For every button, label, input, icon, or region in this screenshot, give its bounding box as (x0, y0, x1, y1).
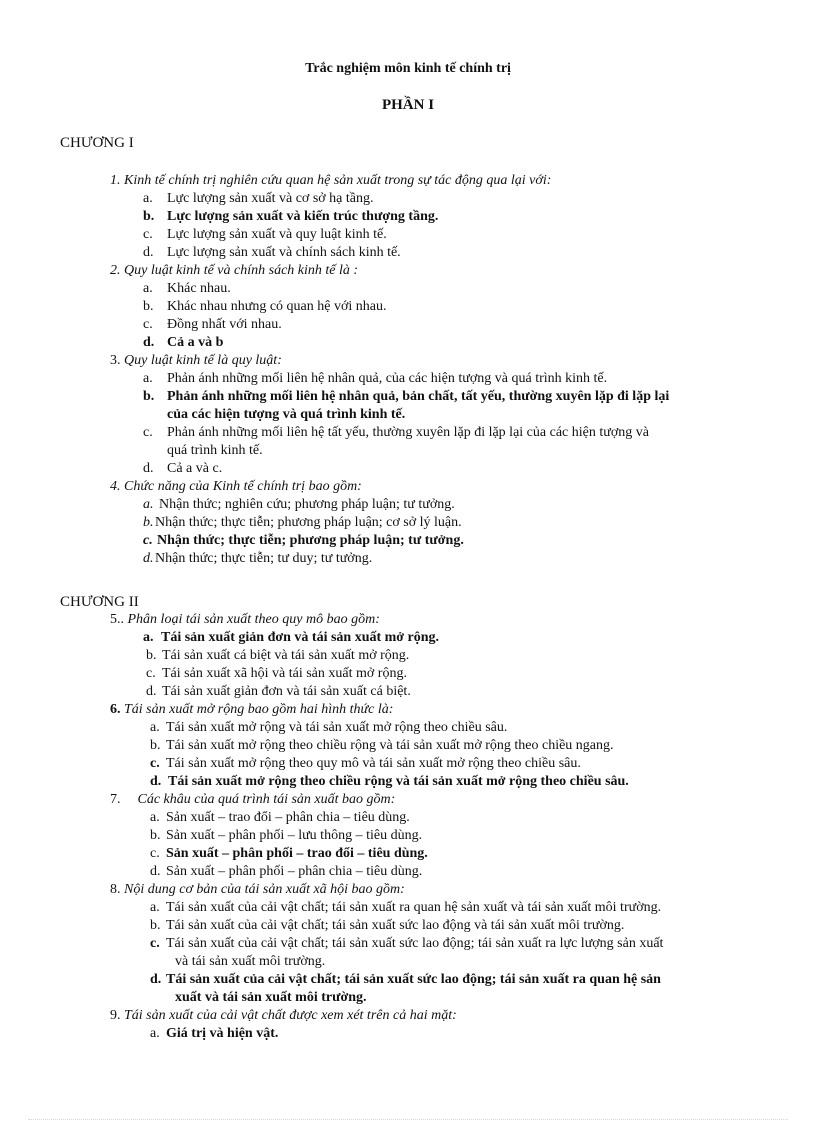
answer-option: b. Nhận thức; thực tiễn; phương pháp luận; cơ sở lý luận. (143, 515, 462, 530)
answer-option: c. Tái sản xuất mở rộng theo quy mô và tái sản xuất mở rộng theo chiều sâu. (150, 756, 581, 771)
answer-option-continuation: xuất và tái sản xuất môi trường. (175, 990, 367, 1005)
answer-option: b. Tái sản xuất của cải vật chất; tái sản xuất sức lao động và tái sản xuất môi trường. (150, 918, 625, 933)
answer-option-continuation: và tái sản xuất môi trường. (175, 954, 326, 969)
page-bottom-rule (28, 1119, 788, 1120)
question (110, 611, 816, 629)
answer-option-correct: a. Giá trị và hiện vật. (150, 1026, 279, 1041)
chapter-2-questions (0, 611, 816, 1043)
chapter-1-questions (0, 172, 816, 568)
question-number: 5.. (110, 612, 124, 627)
answer-option: d. Tái sản xuất giản đơn và tái sản xuất cá biệt. (146, 684, 411, 699)
answer-option-correct: d. Tái sản xuất của cải vật chất; tái sản xuất sức lao động; tái sản xuất ra quan hệ sản (150, 972, 661, 987)
answer-option: d. Lực lượng sản xuất và chính sách kinh tế. (143, 245, 401, 260)
answer-option: c. Phản ánh những mối liên hệ tất yếu, thường xuyên lặp đi lặp lại của các hiện tượng và (143, 425, 649, 440)
answer-option-correct: c. Sản xuất – phân phối – trao đổi – tiêu dùng. (150, 846, 428, 861)
question-text: Quy luật kinh tế là quy luật: (124, 353, 282, 368)
question (110, 881, 816, 899)
answer-option: a. Khác nhau. (143, 281, 231, 296)
question-number: 8. (110, 882, 121, 897)
answer-option: a. Lực lượng sản xuất và cơ sở hạ tầng. (143, 191, 374, 206)
question-text: Nội dung cơ bản của tái sản xuất xã hội bao gồm: (124, 882, 405, 897)
answer-option: d. Sản xuất – phân phối – phân chia – tiêu dùng. (150, 864, 423, 879)
answer-option-continuation: quá trình kinh tế. (167, 443, 263, 458)
question (110, 478, 816, 496)
chapter-heading: CHƯƠNG I (60, 135, 134, 151)
question (110, 791, 816, 809)
question-number: 6. (110, 702, 121, 717)
answer-option: a. Phản ánh những mối liên hệ nhân quả, của các hiện tượng và quá trình kinh tế. (143, 371, 608, 386)
question (110, 172, 816, 190)
question-number: 7. (110, 792, 121, 807)
question (110, 262, 816, 280)
question-text: Kinh tế chính trị nghiên cứu quan hệ sản xuất trong sự tác động qua lại với: (124, 173, 552, 188)
question-number: 2. (110, 263, 121, 278)
question (110, 1007, 816, 1025)
answer-option: a. Tái sản xuất mở rộng và tái sản xuất mở rộng theo chiều sâu. (150, 720, 508, 735)
answer-option: c. Tái sản xuất xã hội và tái sản xuất mở rộng. (146, 666, 407, 681)
answer-option: c. Lực lượng sản xuất và quy luật kinh tế. (143, 227, 387, 242)
answer-option: b. Khác nhau nhưng có quan hệ với nhau. (143, 299, 387, 314)
chapter-heading: CHƯƠNG II (60, 594, 139, 610)
question-text: Các khâu của quá trình tái sản xuất bao gồm: (137, 792, 396, 807)
question-text: Chức năng của Kinh tế chính trị bao gồm: (124, 479, 362, 494)
answer-option: a. Tái sản xuất của cải vật chất; tái sản xuất ra quan hệ sản xuất và tái sản xuất môi trường. (150, 900, 662, 915)
answer-option: b. Tái sản xuất cá biệt và tái sản xuất mở rộng. (146, 648, 410, 663)
answer-option: b. Sản xuất – phân phối – lưu thông – tiêu dùng. (150, 828, 423, 843)
question (110, 352, 816, 370)
question-text: Tái sản xuất của cải vật chất được xem xét trên cả hai mặt: (124, 1008, 457, 1023)
answer-option-correct: d. Cả a và b (143, 335, 224, 350)
document-title: Trắc nghiệm môn kinh tế chính trị (305, 61, 511, 76)
question-text: Tái sản xuất mở rộng bao gồm hai hình thức là: (124, 702, 394, 717)
answer-option-correct: d. Tái sản xuất mở rộng theo chiều rộng và tái sản xuất mở rộng theo chiều sâu. (150, 774, 629, 789)
answer-option: d. Nhận thức; thực tiễn; tư duy; tư tưởng. (143, 551, 373, 566)
question-number: 1. (110, 173, 121, 188)
question-text: Phân loại tái sản xuất theo quy mô bao gồm: (127, 612, 380, 627)
question-number: 9. (110, 1008, 121, 1023)
question-text: Quy luật kinh tế và chính sách kinh tế là : (124, 263, 359, 278)
answer-option-correct: c. Nhận thức; thực tiễn; phương pháp luận; tư tưởng. (143, 533, 464, 548)
part-title: PHẦN I (381, 97, 435, 113)
answer-option: c. Tái sản xuất của cải vật chất; tái sản xuất sức lao động; tái sản xuất ra lực lượng sản xuất (150, 936, 664, 951)
answer-option: d. Cả a và c. (143, 461, 223, 476)
answer-option: c. Đồng nhất với nhau. (143, 317, 282, 332)
question (110, 701, 816, 719)
question-number: 4. (110, 479, 121, 494)
answer-option-correct: b. Lực lượng sản xuất và kiến trúc thượng tầng. (143, 209, 439, 224)
answer-option: a. Nhận thức; nghiên cứu; phương pháp luận; tư tưởng. (143, 497, 455, 512)
answer-option-continuation: của các hiện tượng và quá trình kinh tế. (167, 407, 406, 422)
answer-option-correct: b. Phản ánh những mối liên hệ nhân quả, bản chất, tất yếu, thường xuyên lặp đi lặp lại (143, 389, 670, 404)
answer-option: b. Tái sản xuất mở rộng theo chiều rộng và tái sản xuất mở rộng theo chiều ngang. (150, 738, 614, 753)
answer-option-correct: a. Tái sản xuất giản đơn và tái sản xuất mở rộng. (143, 630, 440, 645)
answer-option: a. Sản xuất – trao đổi – phân chia – tiêu dùng. (150, 810, 410, 825)
question-number: 3. (110, 353, 121, 368)
